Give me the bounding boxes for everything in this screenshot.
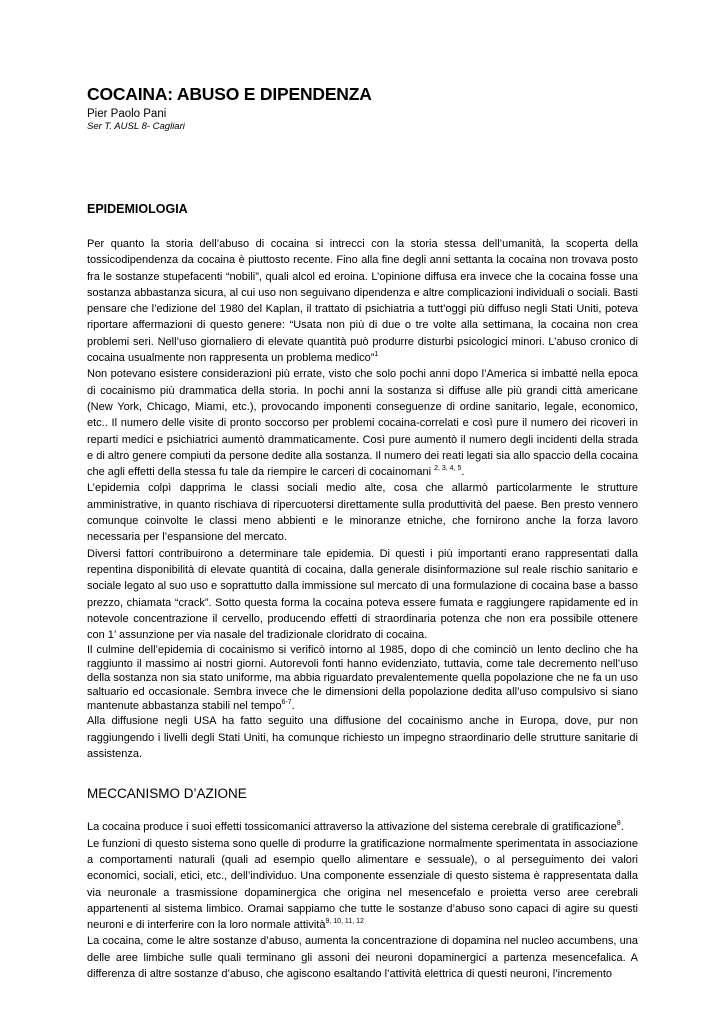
author-name: Pier Paolo Pani xyxy=(87,108,167,120)
paragraph: Alla diffusione negli USA ha fatto seguito una diffusione del cocainismo anche in Europa, dove, pur non raggiungendo i livelli degli Stati Uniti, ha comunque richiesto un impegno straordinario delle strutture sanitarie di assistenza. xyxy=(87,715,638,761)
footnote-ref: 8 xyxy=(616,820,621,828)
footnote-ref: 9, 10, 11, 12 xyxy=(325,918,364,926)
document-title: COCAINA: ABUSO E DIPENDENZA xyxy=(87,84,372,104)
paragraph: Il culmine dell’epidemia di cocainismo si verificò intorno al 1985, dopo di che cominciò un lento declino che ha raggiunto il massimo ai nostri giorni. Autorevoli fonti hanno evidenziato, tuttavia, come tale decremento nell’uso della sostanza non sia stato uniforme, ma abbia riguardato prevalentemente quella popolazione che ne fa un uso saltuario ed occasionale. Sembra invece che le dimensioni della popolazione dedita all’uso compulsivo si siano mantenute abbastanza stabili nel tempo$^{6-7}$. xyxy=(87,644,638,713)
paragraph: Diversi fattori contribuirono a determinare tale epidemia. Di questi i più importanti erano rappresentati dalla repentina disponibilità di elevate quantità di cocaina, dalla generale disinformazione sul reale rischio sanitario e sociale legato al suo uso e soprattutto dalla immissione sul mercato di una formulazione di cocaina base a basso prezzo, chiamata “crack”. Sotto questa forma la cocaina poteva essere fumata e raggiungere rapidamente ed in notevole concentrazione il cervello, producendo effetti di straordinaria potenza che non era possibile ottenere con 1’ assunzione per via nasale del tradizionale cloridrato di cocaina. xyxy=(87,547,638,642)
paragraph: L’epidemia colpì dapprima le classi sociali medio alte, cosa che allarmò particolarmente le strutture amministrative, in quanto rischiava di ripercuotersi direttamente sulla produttività del paese. Ben presto vennero comunque coinvolte le classi meno abbienti e le minoranze etniche, che fornirono anche la forza lavoro necessaria per l’espansione del mercato. xyxy=(87,482,638,544)
paragraph: La cocaina produce i suoi effetti tossicomanici attraverso la attivazione del sistema cerebrale di gratificazione$^8$. xyxy=(87,820,624,834)
section-heading: MECCANISMO D’AZIONE xyxy=(87,786,247,802)
section-epidemiologia xyxy=(87,202,638,762)
paragraph: Per quanto la storia dell’abuso di cocaina si intrecci con la storia stessa dell’umanità, la scoperta della tossicodipendenza da cocaina è piuttosto recente. Fino alla fine degli anni settanta la cocaina non trovava posto fra le sostanze stupefacenti “nobili”, quali alcol ed eroina. L’opinione diffusa era invece che la cocaina fosse una sostanza abbastanza sicura, al cui uso non seguivano dipendenza e altre complicazioni individuali o sociali. Basti pensare che l’edizione del 1980 del Kaplan, il trattato di psichiatria a tutt’oggi più diffuso negli Stati Uniti, poteva riportare affermazioni di questo genere: “Usata non più di due o tre volte alla settimana, la cocaina non crea problemi seri. Nell’uso giornaliero di elevate quantità può produrre disturbi psicologici minori. L’abuso cronico di cocaina usualmente non rappresenta un problema medico”$^1$ xyxy=(87,238,638,365)
footnote-ref: 2, 3, 4, 5 xyxy=(434,465,462,473)
footnote-ref: 6-7 xyxy=(281,699,292,707)
footnote-ref: 1 xyxy=(374,351,379,359)
section-meccanismo xyxy=(87,786,638,982)
paragraph: Non potevano esistere considerazioni più errate, visto che solo pochi anni dopo l’America si imbatté nella epoca di cocainismo più drammatica della storia. In pochi anni la sostanza si diffuse alle più grandi città americane (New York, Chicago, Miami, etc.), provocando imponenti conseguenze di ordine sanitario, legale, economico, etc.. Il numero delle visite di pronto soccorso per problemi cocaina-correlati e così pure il numero dei ricoveri in reparti medici e psichiatrici aumentò drammaticamente. Così pure aumentò il numero degli incidenti della strada e di altro genere compiuti da persone dedite alla sostanza. Il numero dei reati legati sia allo spaccio della cocaina che agli effetti della stessa fu tale da riempire le carceri di cocainomani $^{2, 3, 4, 5}$. xyxy=(87,368,638,479)
paragraph: Le funzioni di questo sistema sono quelle di produrre la gratificazione normalmente sperimentata in associazione a comportamenti naturali (quali ad esempio quello alimentare e sessuale), o al perseguimento dei valori economici, sociali, etici, etc., dell’individuo. Una componente essenziale di questo sistema è rappresentata dalla via neuronale a trasmissione dopaminergica che origina nel mesencefalo e proietta verso aree cerebrali appartenenti al sistema limbico. Oramai sappiamo che tutte le sostanze d’abuso sono capaci di agire su questi neuroni e di interferire con la loro normale attività$^{9, 10, 11, 12}$ xyxy=(87,837,638,932)
author-affiliation: Ser T. AUSL 8- Cagliari xyxy=(87,121,185,132)
paragraph: La cocaina, come le altre sostanze d’abuso, aumenta la concentrazione di dopamina nel nucleo accumbens, una delle aree limbiche sulle quali terminano gli assoni dei neuroni dopaminergici a partenza mesencefalica. A differenza di altre sostanze d’abuso, che agiscono esaltando l’attività elettrica di questi neuroni, l’incremento xyxy=(87,935,638,980)
section-heading: EPIDEMIOLOGIA xyxy=(87,202,188,216)
document-page xyxy=(87,84,638,982)
